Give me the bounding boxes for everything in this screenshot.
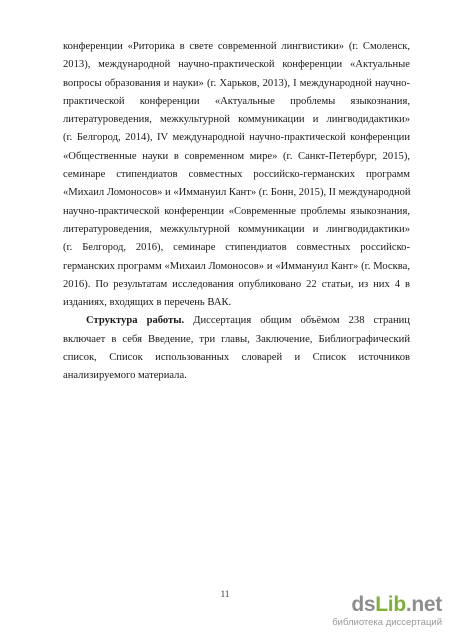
structure-first-line: Диссертация общим объёмом 238 страниц [193,315,410,327]
text-line: практической конференции «Актуальные проблемы языкознания, [63,95,410,107]
text-line: германских программ «Михаил Ломоносов» и «Иммануил Кант» (г. Москва, [63,260,410,272]
structure-heading: Структура работы. [86,315,185,327]
text-line: вопросы образования и науки» (г. Харьков, 2013), I международной научно- [63,77,410,89]
text-line: изданиях, входящих в перечень ВАК. [63,297,232,309]
text-line: литературоведения, межкультурной коммуникации и лингводидактики» [63,223,410,235]
text-line: конференции «Риторика в свете современной лингвистики» (г. Смоленск, [63,41,410,52]
paragraph-structure [63,312,410,385]
text-line: семинаре стипендиатов совместных российско-германских программ [63,169,410,181]
text-line: литературоведения, межкультурной коммуникации и лингводидактики» [63,114,410,126]
text-line: «Михаил Ломоносов» и «Иммануил Кант» (г. Бонн, 2015), II международной [63,187,411,199]
page-number: 11 [220,589,230,599]
paragraph-conferences [63,38,410,312]
text-line: включает в себя Введение, три главы, Заключение, Библиографический [63,333,410,345]
dslib-logo: dsLib.net [351,593,442,616]
text-line: 2016). По результатам исследования опубликовано 22 статьи, из них 4 в [63,278,410,290]
text-line [63,312,410,330]
text-line: (г. Белгород, 2014), IV международной научно-практической конференции [63,132,410,144]
text-line: научно-практической конференции «Современные проблемы языкознания, [63,205,410,217]
watermark[interactable] [330,593,442,631]
text-line: 2013), международной научно-практической конференции «Актуальные [63,59,410,71]
text-line: список, Список использованных словарей и Список источников [63,352,410,364]
text-line: анализируемого материала. [63,370,187,382]
body-text [63,38,410,386]
watermark-subtitle: библиотека диссертаций [332,617,442,628]
text-line: «Общественные науки в современном мире» (г. Санкт-Петербург, 2015), [63,150,410,162]
text-line: (г. Белгород, 2016), семинаре стипендиатов совместных российско- [63,242,410,254]
